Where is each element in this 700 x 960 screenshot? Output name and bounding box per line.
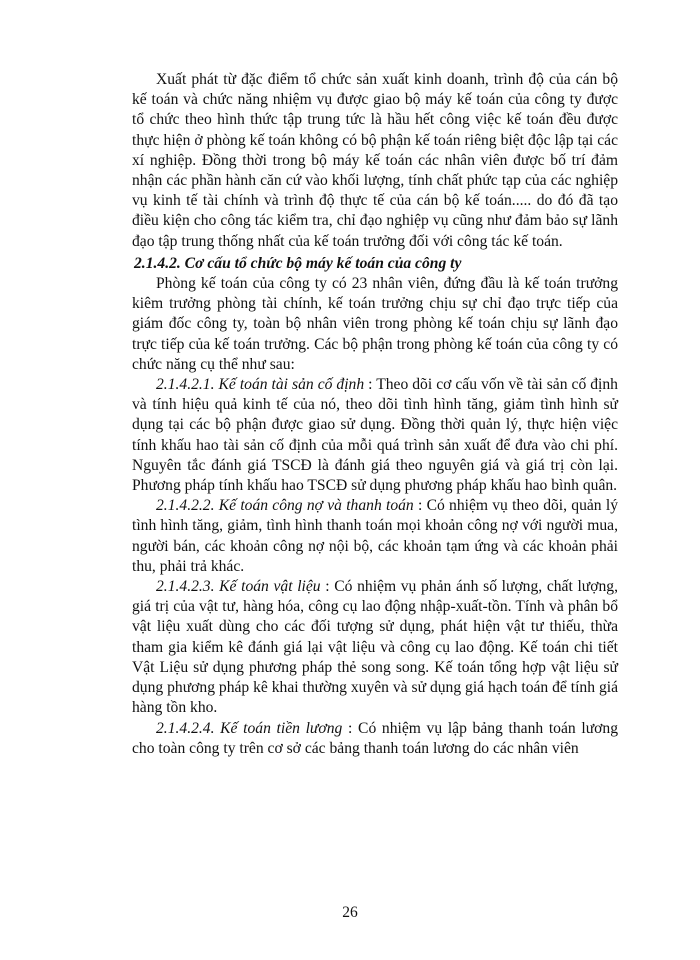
item-paragraph [132, 719, 618, 759]
item-title: 2.1.4.2.2. Kế toán công nợ và thanh toán [156, 497, 414, 515]
item-text: : Có nhiệm vụ lập bảng thanh toán lương cho toàn công ty trên cơ sở các bảng thanh toán lương do các nhân viên [132, 719, 618, 757]
intro-paragraph: Xuất phát từ đặc điểm tổ chức sản xuất kinh doanh, trình độ của cán bộ kế toán và chức năng nhiệm vụ được giao bộ máy kế toán của công ty được tổ chức theo hình thức tập trung tức là hầu hết công việc kế toán đều được thực hiện ở phòng kế toán không có bộ phận kế toán riêng biệt độc lập tại các xí nghiệp. Đồng thời trong bộ máy kế toán các nhân viên được bố trí đảm nhận các phần hành căn cứ vào khối lượng, tính chất phức tạp của các nghiệp vụ kinh tế tài chính và trình độ thực tế của cán bộ kế toán..... do đó đã tạo điều kiện cho công tác kiểm tra, chỉ đạo nghiệp vụ cũng như đảm bảo sự lãnh đạo tập trung thống nhất của kế toán trưởng đối với công tác kế toán. [132, 71, 618, 250]
page-number: 26 [342, 904, 358, 921]
item-paragraph [132, 577, 618, 718]
item-paragraph [132, 496, 618, 577]
item-text: : Có nhiệm vụ phản ánh số lượng, chất lượng, giá trị của vật tư, hàng hóa, công cụ lao động nhập-xuất-tồn. Tính và phân bổ vật liệu xuất dùng cho các đối tượng sử dụng, phát hiện vật tư thiếu, thừa tham gia kiểm kê đánh giá lại vật liệu và công cụ lao động. Kế toán chi tiết Vật Liệu sử dụng phương pháp thẻ song song. Kế toán tổng hợp vật liệu sử dụng phương pháp kê khai thường xuyên và sử dụng giá hạch toán để tính giá hàng tồn kho. [132, 578, 618, 717]
section-heading: 2.1.4.2. Cơ cấu tổ chức bộ máy kế toán của công ty [134, 254, 462, 272]
item-title: 2.1.4.2.3. Kế toán vật liệu [156, 578, 321, 596]
document-body [132, 70, 618, 759]
structure-paragraph: Phòng kế toán của công ty có 23 nhân viên, đứng đầu là kế toán trưởng kiêm trưởng phòng tài chính, kế toán trưởng chịu sự chỉ đạo trực tiếp của giám đốc công ty, toàn bộ nhân viên trong phòng kế toán chịu sự lãnh đạo trực tiếp của kế toán trưởng. Các bộ phận trong phòng kế toán của công ty có chức năng cụ thể như sau: [132, 275, 618, 373]
item-text: : Theo dõi cơ cấu vốn về tài sản cố định và tính hiệu quả kinh tế của nó, theo dõi tình hình tăng, giảm tình hình sử dụng tại các bộ phận được giao sử dụng. Đồng thời quản lý, thực hiện việc tính khấu hao tài sản cố định của mỗi quá trình sản xuất để đưa vào chi phí. Nguyên tắc đánh giá TSCĐ là đánh giá theo nguyên giá và giá trị còn lại. Phương pháp tính khấu hao TSCĐ sử dụng phương pháp khấu hao bình quân. [132, 376, 618, 495]
item-paragraph [132, 375, 618, 496]
item-title: 2.1.4.2.4. Kế toán tiền lương [156, 719, 343, 737]
item-title: 2.1.4.2.1. Kế toán tài sản cố định [156, 376, 365, 394]
item-text: : Có nhiệm vụ theo dõi, quản lý tình hình tăng, giảm, tình hình thanh toán mọi khoản công nợ với người mua, người bán, các khoản công nợ nội bộ, các khoản tạm ứng và các khoản phải thu, phải trả khác. [132, 497, 618, 575]
